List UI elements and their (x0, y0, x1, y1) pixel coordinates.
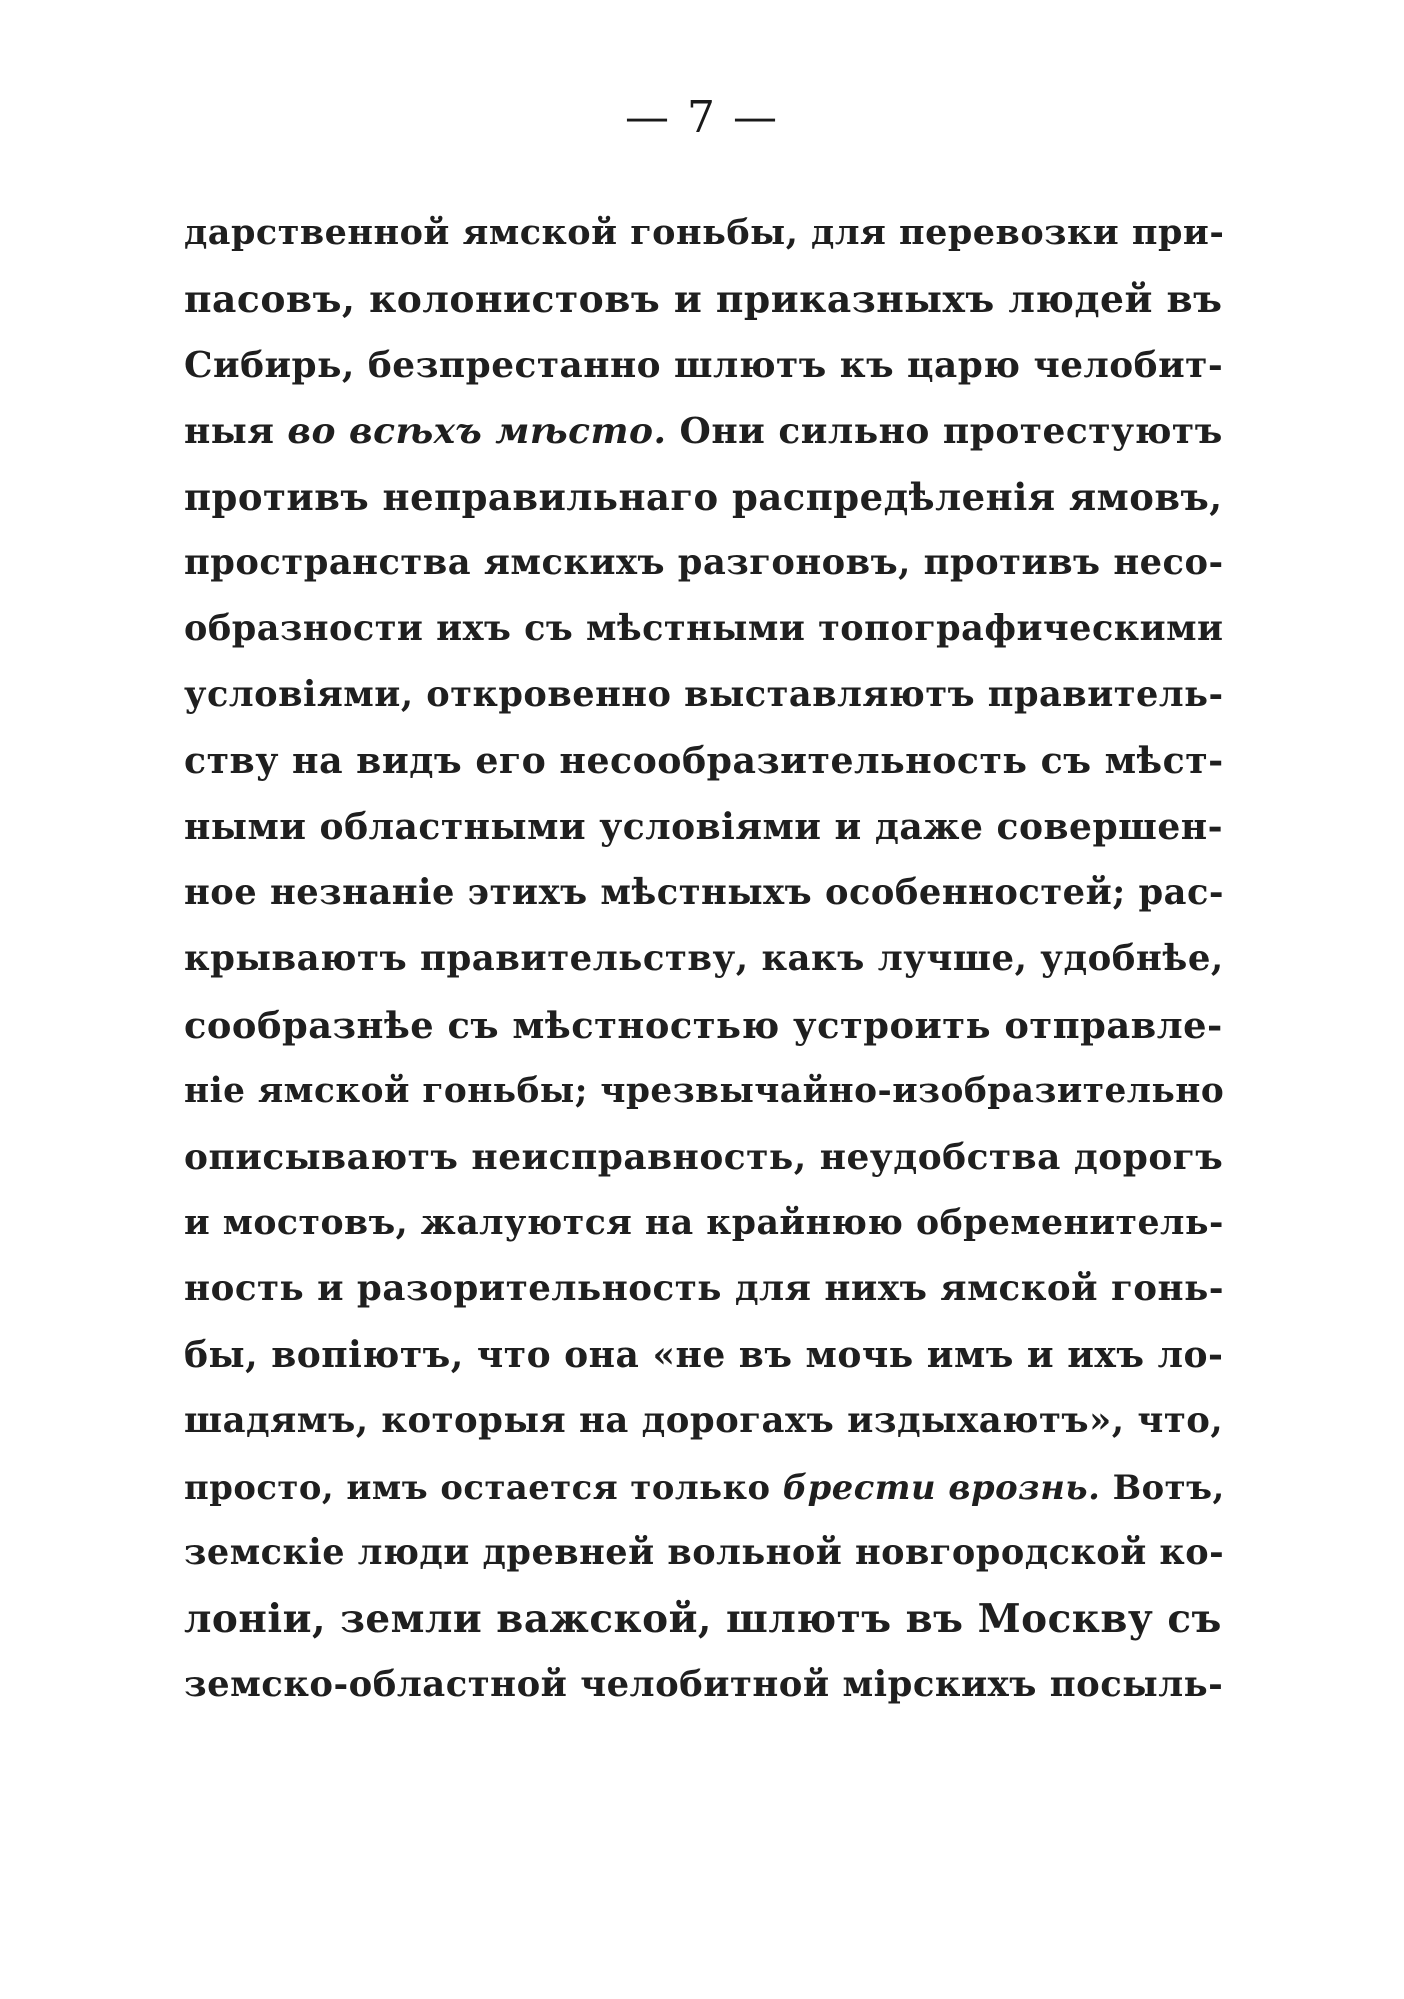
text-line (184, 398, 1223, 464)
text-segment: земскіе люди древней вольной новгородской ко- (184, 1532, 1225, 1573)
text-segment: шадямъ, которыя на дорогахъ издыхаютъ», что, (184, 1400, 1224, 1441)
text-segment: Они сильно протестуютъ (666, 410, 1223, 452)
text-segment: бы, вопіютъ, что она «не въ мочь имъ и ихъ ло- (184, 1334, 1224, 1376)
text-line (184, 1520, 1225, 1586)
text-line (184, 596, 1224, 662)
text-segment: образности ихъ съ мѣстными топографическими (184, 608, 1224, 649)
text-line (184, 464, 1223, 530)
text-segment: ными областными условіями и даже совершен- (184, 806, 1224, 848)
text-line (184, 1322, 1224, 1388)
italic-phrase: во всѣхъ мѣсто. (287, 410, 667, 452)
text-line (184, 1586, 1220, 1652)
text-segment: дарственной ямской гоньбы, для перевозки при- (184, 212, 1225, 253)
page-number: — 7 — (625, 92, 779, 143)
text-segment: описываютъ неисправность, неудобства дорогъ (184, 1136, 1224, 1178)
text-line (184, 1256, 1225, 1322)
text-line (184, 794, 1224, 860)
text-segment: лоніи, земли важской, шлютъ въ Москву съ (184, 1596, 1222, 1642)
text-segment: крываютъ правительству, какъ лучше, удобнѣе, (184, 938, 1224, 979)
text-segment: ное незнаніе этихъ мѣстныхъ особенностей; рас- (184, 872, 1225, 913)
text-segment: Вотъ, (1100, 1467, 1225, 1507)
text-line (184, 992, 1223, 1058)
text-segment: просто, имъ остается только (184, 1467, 783, 1507)
text-segment: ству на видъ его несообразительность съ мѣст- (184, 739, 1224, 782)
text-line (184, 728, 1224, 794)
text-segment: пространства ямскихъ разгоновъ, противъ несо- (184, 542, 1224, 583)
text-line (184, 926, 1224, 992)
text-segment: противъ неправильнаго распредѣленія ямовъ, (184, 475, 1223, 519)
text-line (184, 530, 1224, 596)
text-line (184, 1124, 1224, 1190)
text-line (184, 1190, 1224, 1256)
text-segment: сообразнѣе съ мѣстностью устроить отправле- (184, 1003, 1223, 1047)
text-line (184, 332, 1224, 398)
text-segment: земско-областной челобитной мірскихъ посыль- (184, 1664, 1224, 1705)
body-text (184, 200, 1225, 1718)
text-line (184, 1454, 1225, 1520)
italic-phrase: брести врознь. (782, 1467, 1101, 1507)
text-segment: и мостовъ, жалуются на крайнюю обременитель- (184, 1202, 1224, 1243)
text-line (184, 1388, 1224, 1454)
text-segment: ніе ямской гоньбы; чрезвычайно-изобразительно (184, 1071, 1225, 1111)
text-line (184, 1058, 1225, 1124)
text-segment: ность и разорительность для нихъ ямской гонь- (184, 1268, 1225, 1309)
text-line (184, 266, 1223, 332)
text-segment: Сибирь, безпрестанно шлютъ къ царю челобит- (184, 344, 1224, 386)
text-line (184, 860, 1225, 926)
text-segment: условіями, откровенно выставляютъ правитель- (184, 674, 1224, 715)
text-line (184, 1652, 1224, 1718)
text-line (184, 200, 1225, 266)
text-line (184, 662, 1224, 728)
text-segment: ныя (184, 410, 288, 452)
text-segment: пасовъ, колонистовъ и приказныхъ людей въ (184, 277, 1223, 321)
